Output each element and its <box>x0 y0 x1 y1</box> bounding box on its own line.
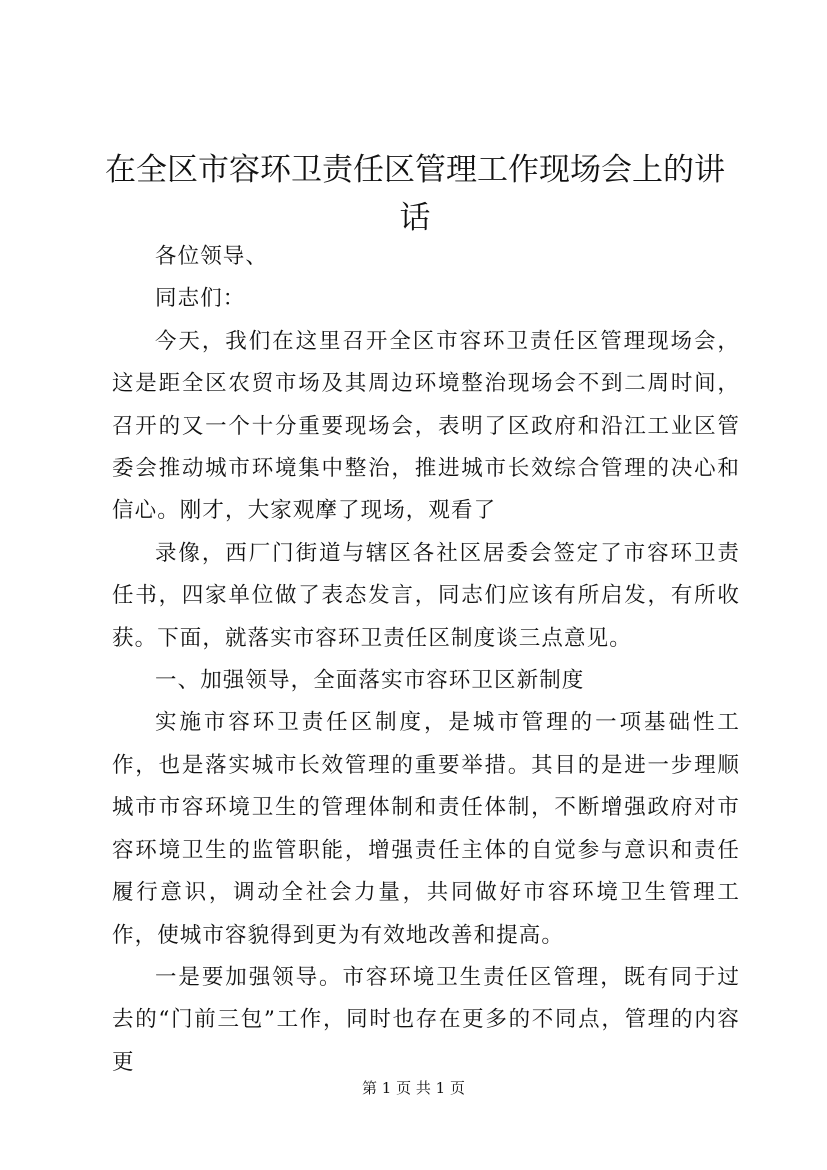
salutation-line: 同志们： <box>155 286 246 312</box>
body-paragraph: 实施市容环卫责任区制度，是城市管理的一项基础性工作，也是落实城市长效管理的重要举措。其目的是进一步理顺城市市容环境卫生的管理体制和责任体制，不断增强政府对市容环境卫生的监管职能，增强责任主体的自觉参与意识和责任履行意识，调动全社会力量，共同做好市容环境卫生管理工作，使城市容貌得到更为有效地改善和提高。 <box>112 710 740 948</box>
section-heading: 一、加强领导，全面落实市容环卫区新制度 <box>155 668 585 694</box>
body-paragraph: 一是要加强领导。市容环境卫生责任区管理，既有同于过去的“门前三包”工作，同时也存在更多的不同点，管理的内容更 <box>112 964 740 1075</box>
body-paragraph: 今天，我们在这里召开全区市容环卫责任区管理现场会，这是距全区农贸市场及其周边环境整治现场会不到二周时间，召开的又一个十分重要现场会，表明了区政府和沿江工业区管委会推动城市环境集中整治，推进城市长效综合管理的决心和信心。刚才，大家观摩了现场，观看了 <box>112 328 740 524</box>
document-title: 在全区市容环卫责任区管理工作现场会上的讲话 <box>105 152 725 236</box>
page-footer: 第 1 页 共 1 页 <box>362 1079 465 1097</box>
salutation-line: 各位领导、 <box>155 244 269 269</box>
document-body <box>112 236 740 1084</box>
body-paragraph: 录像，西厂门街道与辖区各社区居委会签定了市容环卫责任书，四家单位做了表态发言，同志们应该有所启发，有所收获。下面，就落实市容环卫责任区制度谈三点意见。 <box>112 540 740 651</box>
